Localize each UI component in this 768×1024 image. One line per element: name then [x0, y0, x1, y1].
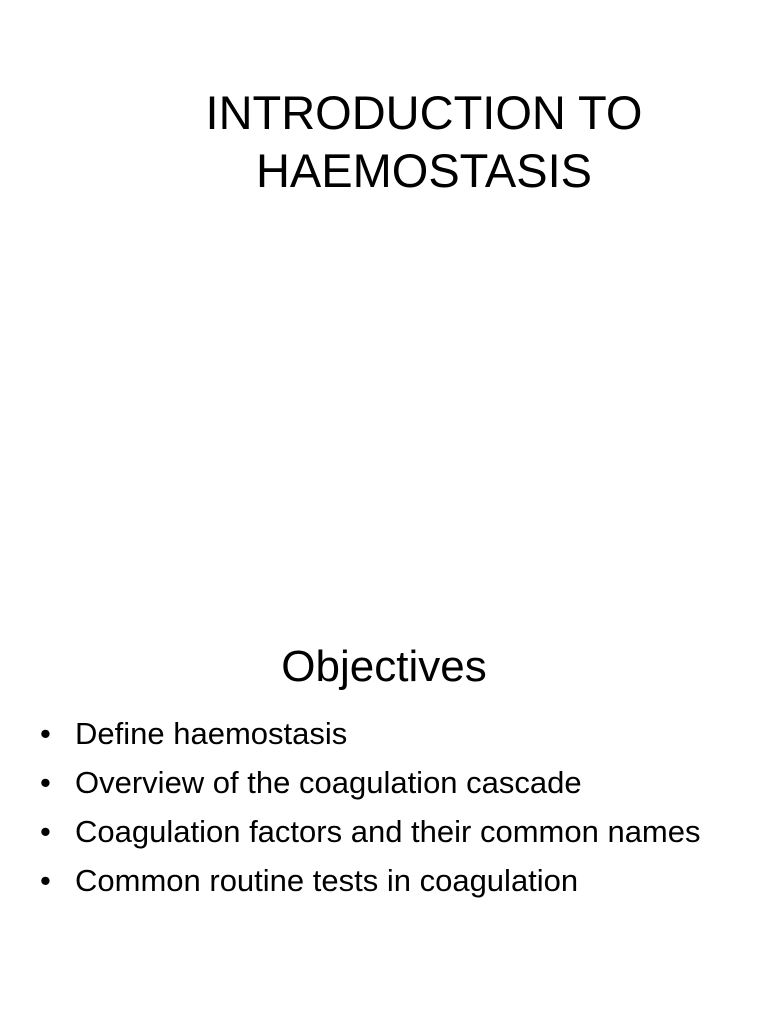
objectives-slide: [0, 620, 768, 1024]
objectives-heading: Objectives: [281, 642, 487, 691]
objective-text: Coagulation factors and their common names: [75, 814, 701, 849]
objective-item-4: [40, 861, 740, 901]
objective-item-2: [40, 763, 740, 803]
bullet-icon: •: [40, 814, 51, 849]
objective-text: Define haemostasis: [75, 716, 348, 751]
bullet-icon: •: [40, 716, 51, 751]
slide-title-line-2: HAEMOSTASIS: [255, 144, 593, 197]
bullet-icon: •: [40, 863, 51, 898]
bullet-icon: •: [40, 765, 51, 800]
objective-item-3: [40, 812, 740, 852]
objective-text: Overview of the coagulation cascade: [75, 765, 582, 800]
objective-item-1: [40, 714, 740, 754]
objective-text: Common routine tests in coagulation: [75, 863, 579, 898]
objectives-list: [40, 714, 740, 910]
slide-title: [100, 84, 748, 200]
slide-title-line-1: INTRODUCTION TO: [205, 86, 643, 139]
